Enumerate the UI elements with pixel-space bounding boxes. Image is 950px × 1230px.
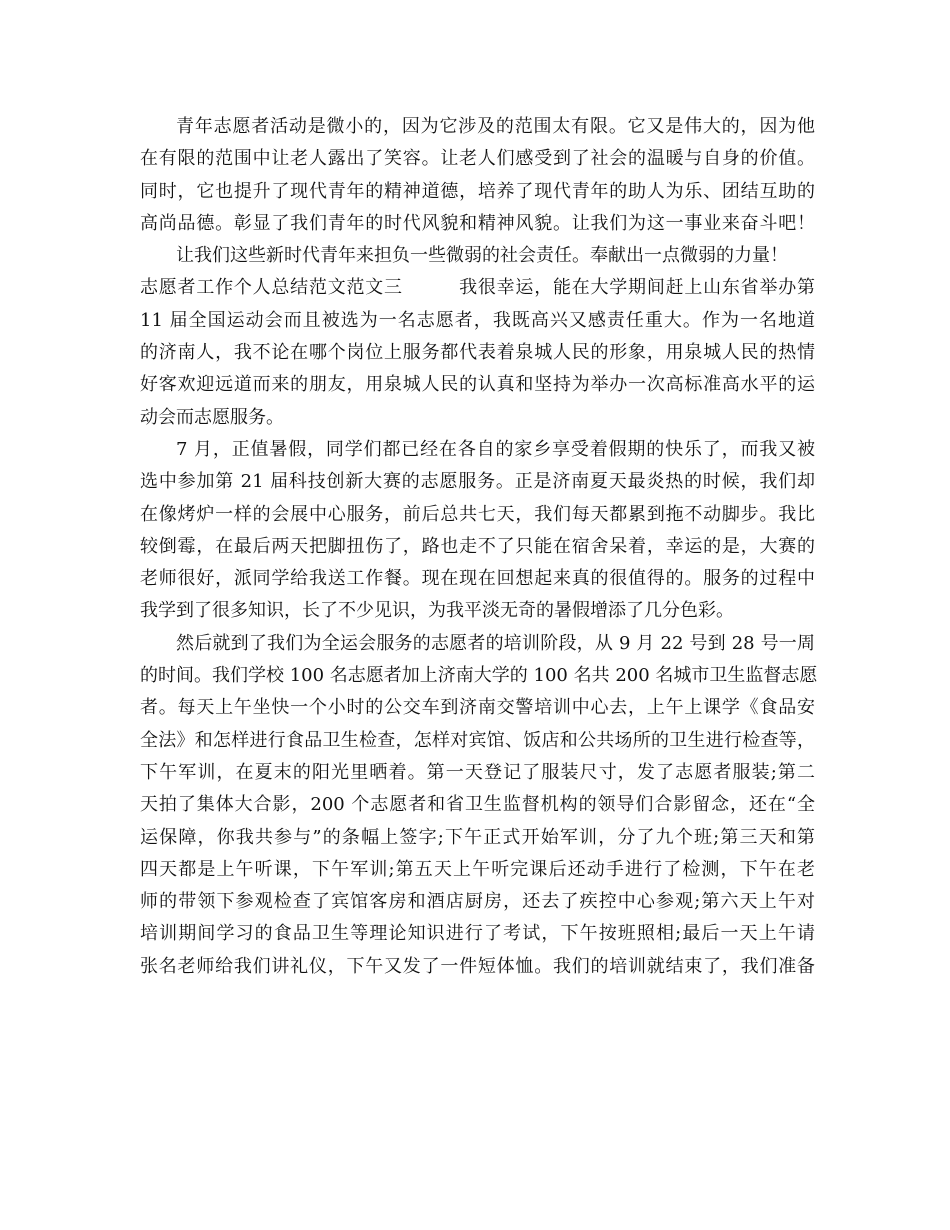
text-line: 培训期间学习的食品卫生等理论知识进行了考试，下午按班照相;最后一天上午请 (140, 923, 815, 945)
text-line: 动会而志愿服务。 (140, 406, 284, 428)
text-line: 全法》和怎样进行食品卫生检查，怎样对宾馆、饭店和公共场所的卫生进行检查等， (140, 729, 815, 751)
text-line: 张名老师给我们讲礼仪，下午又发了一件短体恤。我们的培训就结束了，我们准备 (140, 955, 815, 977)
text-line: 的济南人，我不论在哪个岗位上服务都代表着泉城人民的形象，用泉城人民的热情 (140, 342, 815, 364)
text-line: 天拍了集体大合影，200 个志愿者和省卫生监督机构的领导们合影留念，还在“全 (140, 794, 815, 816)
text-line: 四天都是上午听课，下午军训;第五天上午听完课后还动手进行了检测，下午在老 (140, 858, 815, 880)
text-line: 11 届全国运动会而且被选为一名志愿者，我既高兴又感责任重大。作为一名地道 (140, 309, 815, 331)
text-line: 较倒霉，在最后两天把脚扭伤了，路也走不了只能在宿舍呆着，幸运的是，大赛的 (140, 535, 815, 557)
text-line: 在有限的范围中让老人露出了笑容。让老人们感受到了社会的温暖与自身的价值。 (140, 148, 815, 170)
text-line: 好客欢迎远道而来的朋友，用泉城人民的认真和坚持为举办一次高标准高水平的运 (140, 374, 815, 396)
text-line: 运保障，你我共参与”的条幅上签字;下午正式开始军训，分了九个班;第三天和第 (140, 826, 815, 848)
document-body (140, 111, 818, 983)
text-line: 的时间。我们学校 100 名志愿者加上济南大学的 100 名共 200 名城市卫生监督志愿 (140, 665, 818, 687)
text-line: 志愿者工作个人总结范文范文三 我很幸运，能在大学期间赶上山东省举办第 (140, 277, 815, 299)
text-line: 者。每天上午坐快一个小时的公交车到济南交警培训中心去，上午上课学《食品安 (140, 697, 815, 719)
text-line: 在像烤炉一样的会展中心服务，前后总共七天，我们每天都累到拖不动脚步。我比 (140, 503, 815, 525)
text-line: 下午军训，在夏末的阳光里晒着。第一天登记了服装尺寸，发了志愿者服装;第二 (140, 761, 815, 783)
text-line: 青年志愿者活动是微小的，因为它涉及的范围太有限。它又是伟大的，因为他 (176, 116, 815, 137)
text-line: 让我们这些新时代青年来担负一些微弱的社会责任。奉献出一点微弱的力量！ (176, 245, 788, 267)
text-line: 老师很好，派同学给我送工作餐。现在现在回想起来真的很值得的。服务的过程中 (140, 568, 815, 590)
text-line: 选中参加第 21 届科技创新大赛的志愿服务。正是济南夏天最炎热的时候，我们却 (140, 471, 815, 493)
text-line: 我学到了很多知识，长了不少见识，为我平淡无奇的暑假增添了几分色彩。 (140, 600, 734, 622)
text-line: 师的带领下参观检查了宾馆客房和酒店厨房，还去了疾控中心参观;第六天上午对 (140, 891, 815, 913)
text-line: 同时，它也提升了现代青年的精神道德，培养了现代青年的助人为乐、团结互助的 (140, 180, 815, 202)
text-line: 然后就到了我们为全运会服务的志愿者的培训阶段，从 9 月 22 号到 28 号一周 (176, 632, 815, 654)
text-line: 高尚品德。彰显了我们青年的时代风貌和精神风貌。让我们为这一事业来奋斗吧！ (140, 212, 815, 234)
text-line: 7 月，正值暑假，同学们都已经在各自的家乡享受着假期的快乐了，而我又被 (176, 438, 815, 460)
